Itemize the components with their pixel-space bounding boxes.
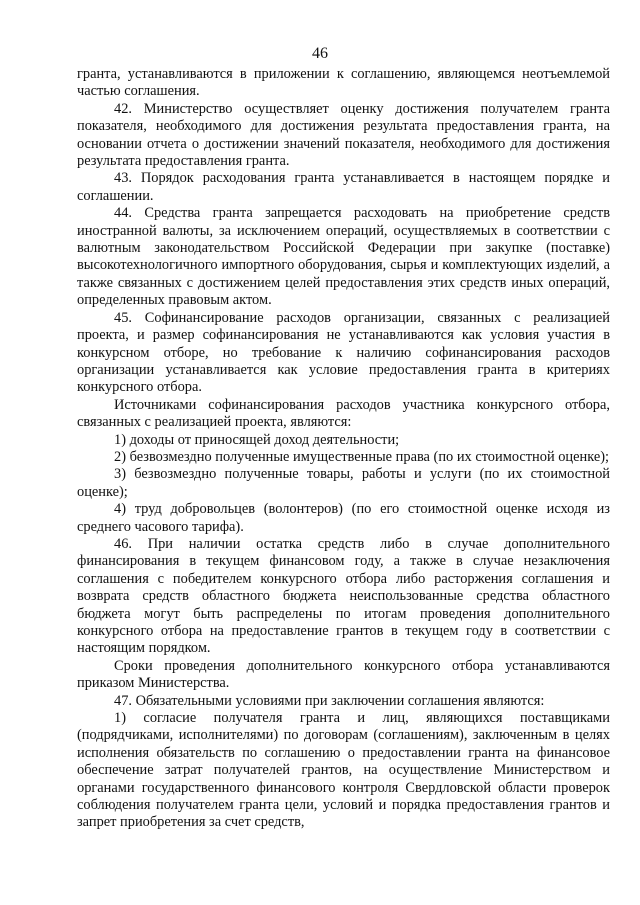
document-body xyxy=(77,66,610,832)
list-item: 2) безвозмездно полученные имущественные права (по их стоимостной оценке); xyxy=(114,448,610,465)
paragraph: 43. Порядок расходования гранта устанавливается в настоящем порядке и соглашении. xyxy=(77,170,610,204)
paragraph: 46. При наличии остатка средств либо в случае дополнительного финансирования в текущем финансовом году, а также в случае незаключения соглашения с победителем конкурсного отбора либо расторжения соглашения и возврата средств областного бюджета неиспользованные средства областного бюджета могут быть распределены по итогам проведения дополнительного конкурсного отбора на предоставление грантов в текущем году в соответствии с настоящим порядком. xyxy=(77,535,610,657)
paragraph: 42. Министерство осуществляет оценку достижения получателем гранта показателя, необходимого для достижения результата предоставления гранта, на основании отчета о достижении значений показателя, необходимого для достижения результата предоставления гранта. xyxy=(77,100,610,170)
paragraph: гранта, устанавливаются в приложении к соглашению, являющемся неотъемлемой частью соглашения. xyxy=(77,66,610,100)
list-item: 1) доходы от приносящей доход деятельности; xyxy=(114,431,400,448)
paragraph: Сроки проведения дополнительного конкурсного отбора устанавливаются приказом Министерства. xyxy=(77,657,610,692)
list-item: 3) безвозмездно полученные товары, работы и услуги (по их стоимостной оценке); xyxy=(77,466,610,500)
paragraph: 44. Средства гранта запрещается расходовать на приобретение средств иностранной валюты, за исключением операций, осуществляемых в соответствии с валютным законодательством Российской Федерации при закупке (поставке) высокотехнологичного импортного оборудования, сырья и комплектующих изделий, а также связанных с достижением целей предоставления этих средств иных операций, определенных правовым актом. xyxy=(77,205,610,309)
paragraph: 47. Обязательными условиями при заключении соглашения являются: xyxy=(114,692,545,709)
list-item: 1) согласие получателя гранта и лиц, являющихся поставщиками (подрядчиками, исполнителями) по договорам (соглашениям), заключенным в целях исполнения обязательств по соглашению о предоставлении гранта на финансовое обеспечение затрат получателей грантов, на осуществление Министерством и органами государственного финансового контроля Свердловской области проверок соблюдения получателем гранта цели, условий и порядка предоставления грантов и запрет приобретения за счет средств, xyxy=(77,710,610,831)
paragraph: 45. Софинансирование расходов организации, связанных с реализацией проекта, и размер софинансирования не устанавливаются как условия участия в конкурсном отборе, но требование к наличию софинансирования расходов организации устанавливается как условие предоставления гранта в критериях конкурсного отбора. xyxy=(77,309,610,396)
list-item: 4) труд добровольцев (волонтеров) (по его стоимостной оценке исходя из среднего часового тарифа). xyxy=(77,501,610,535)
paragraph: Источниками софинансирования расходов участника конкурсного отбора, связанных с реализацией проекта, являются: xyxy=(77,396,610,431)
page-number: 46 xyxy=(312,45,328,62)
